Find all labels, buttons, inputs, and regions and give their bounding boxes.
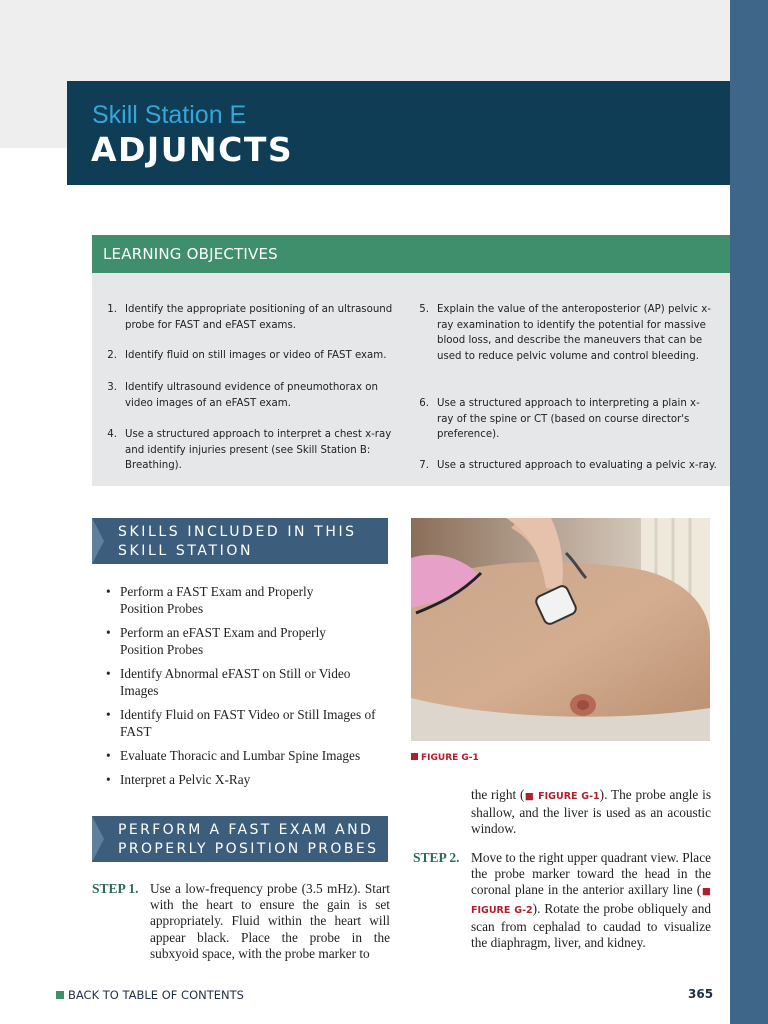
ultrasound-probe-photo xyxy=(411,518,710,741)
step-2-label: STEP 2. xyxy=(413,850,460,865)
skill-item: • Perform an eFAST Exam and Properly Position Probes xyxy=(104,624,344,658)
page-edge-bar xyxy=(730,0,768,1024)
step-1-continued-text xyxy=(471,787,711,838)
step-2-text xyxy=(471,850,711,951)
page-title: ADJUNCTS xyxy=(91,130,294,169)
objective-number: 4. xyxy=(107,429,117,440)
back-to-toc-text: BACK TO TABLE OF CONTENTS xyxy=(68,988,244,1002)
objective-text: Use a structured approach to interpreting a plain x-ray of the spine or CT (based on course director's preference). xyxy=(437,398,700,441)
skills-section-header xyxy=(92,518,388,564)
figure-g2-link[interactable]: ■ FIGURE G-2 xyxy=(471,886,711,916)
page-number: 365 xyxy=(688,987,714,1001)
figure-g1-ref: FIGURE G-1 xyxy=(538,791,600,802)
figure-caption xyxy=(411,753,479,763)
title-block xyxy=(67,81,730,185)
objective-number: 6. xyxy=(419,398,429,409)
objective-number: 1. xyxy=(107,304,117,315)
caption-marker-icon xyxy=(411,753,418,760)
chevron-icon xyxy=(92,816,104,862)
objective-number: 3. xyxy=(107,382,117,393)
back-square-icon xyxy=(56,991,64,999)
objective-text: Identify fluid on still images or video of FAST exam. xyxy=(125,350,387,361)
skill-item: • Identify Abnormal eFAST on Still or Video Images xyxy=(104,665,374,699)
learning-objectives-title: LEARNING OBJECTIVES xyxy=(103,245,278,263)
learning-objectives-header xyxy=(92,235,730,273)
skill-item: • Interpret a Pelvic X-Ray xyxy=(104,771,394,788)
objective-number: 7. xyxy=(419,460,429,471)
step-1-text: Use a low-frequency probe (3.5 mHz). Start with the heart to ensure the gain is set appropriately. Fluid within the heart will appear black. Place the probe in the subxyoid space, with the probe marker to xyxy=(150,881,390,961)
objective-text: Identify the appropriate positioning of an ultrasound probe for FAST and eFAST exams. xyxy=(125,304,393,331)
step-2-text-a: Move to the right upper quadrant view. Place the probe marker toward the head in the coronal plane in the anterior axillary line ( xyxy=(471,850,711,898)
skills-section-title: SKILLS INCLUDED IN THIS SKILL STATION xyxy=(118,524,357,559)
skill-item: • Identify Fluid on FAST Video or Still Images of FAST xyxy=(104,706,394,740)
step-1-cont-b: ). The probe angle is shallow, and the liver is used as an acoustic window. xyxy=(471,787,711,837)
objective-text: Identify ultrasound evidence of pneumothorax on video images of an eFAST exam. xyxy=(125,382,378,409)
objective-number: 2. xyxy=(107,350,117,361)
fast-section-header xyxy=(92,816,388,862)
objective-number: 5. xyxy=(419,304,429,315)
figure-g2-ref: FIGURE G-2 xyxy=(471,904,533,916)
station-subtitle: Skill Station E xyxy=(92,101,247,129)
figure-g1-link[interactable]: ■ FIGURE G-1 xyxy=(524,791,600,802)
step-2-text-b: ). Rotate the probe obliquely and scan from cephalad to caudad to visualize the diaphragm, liver, and kidney. xyxy=(471,900,712,951)
back-to-toc-link[interactable] xyxy=(56,988,244,1002)
skill-item: • Perform a FAST Exam and Properly Position Probes xyxy=(104,583,344,617)
objective-text: Explain the value of the anteroposterior (AP) pelvic x-ray examination to identify the potential for massive blood loss, and describe the maneuvers that can be used to reduce pelvic volume and control bleeding. xyxy=(437,304,711,362)
step-1-label: STEP 1. xyxy=(92,881,139,896)
skill-item: • Evaluate Thoracic and Lumbar Spine Images xyxy=(104,747,394,764)
step-1-cont-a: the right ( xyxy=(471,787,525,802)
figure-g1-photo xyxy=(411,518,710,741)
fast-section-title: PERFORM A FAST EXAM AND PROPERLY POSITION PROBES xyxy=(118,822,379,857)
skills-list xyxy=(104,583,394,795)
objective-text: Use a structured approach to evaluating a pelvic x-ray. xyxy=(437,460,717,471)
figure-caption-text: FIGURE G-1 xyxy=(421,753,479,763)
chevron-icon xyxy=(92,518,104,564)
objective-text: Use a structured approach to interpret a chest x-ray and identify injuries present (see Skill Station B: Breathing). xyxy=(125,429,392,472)
